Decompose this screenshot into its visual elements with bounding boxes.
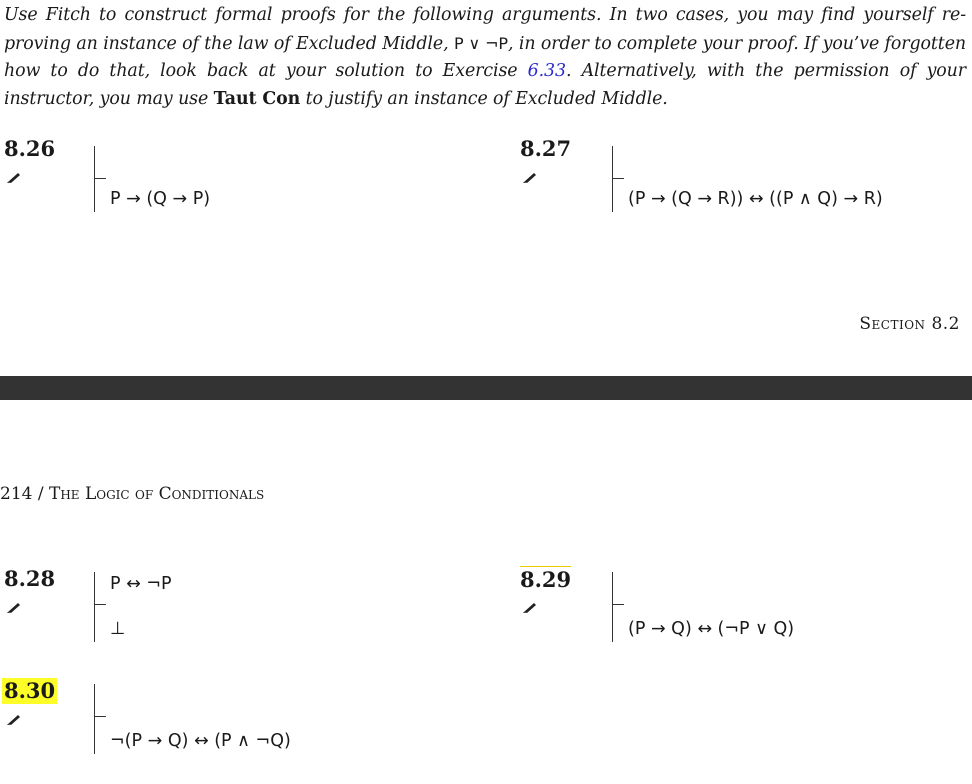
conclusion-formula: P → (Q → P): [110, 189, 211, 209]
pencil-icon: [522, 170, 538, 184]
fitch-bar: [612, 572, 613, 642]
exercise-number: 8.30: [4, 678, 56, 703]
pencil-icon: [522, 600, 538, 614]
exercise-number: 8.29: [520, 567, 572, 592]
excluded-middle-formula: P ∨ ¬P: [453, 33, 508, 53]
exercise-link[interactable]: 6.33: [527, 61, 566, 82]
section-word: Section: [859, 314, 926, 334]
intro-text-2: , in order to complete your proof. If you’ve forgotten how to do that, look back at your solution to Exercise: [4, 33, 966, 82]
page-number: 214: [0, 484, 33, 504]
exercise-number: 8.28: [4, 566, 56, 591]
fitch-premise-line: [612, 604, 624, 605]
intro-text-3: . Alternatively, with the permission of your instructor, you may use: [4, 61, 966, 109]
fitch-bar: [94, 684, 95, 754]
section-number: 8.2: [931, 314, 960, 334]
exercise-number: 8.26: [4, 136, 56, 161]
fitch-premise-line: [94, 604, 106, 605]
fitch-bar: [94, 146, 95, 212]
exercise-instructions: [4, 2, 966, 113]
fitch-bar: [94, 572, 95, 642]
conclusion-formula: ¬(P → Q) ↔ (P ∧ ¬Q): [110, 731, 291, 751]
premise-formula: P ↔ ¬P: [110, 574, 172, 594]
head-separator: /: [37, 484, 44, 504]
page-divider: [0, 376, 972, 400]
fitch-bar: [612, 146, 613, 212]
pencil-icon: [6, 600, 22, 614]
fitch-premise-line: [94, 716, 106, 717]
fitch-premise-line: [94, 178, 106, 179]
section-label: [859, 314, 960, 334]
fitch-premise-line: [612, 178, 624, 179]
taut-con-rule: Taut Con: [213, 88, 301, 109]
intro-text-4: to justify an instance of Excluded Middle.: [300, 88, 668, 109]
running-head: [0, 484, 264, 504]
intro-text-1: Use Fitch to construct formal proofs for the following arguments. In two cases, you may find yourself re-proving an instance of the law of Excluded Middle,: [4, 5, 966, 54]
conclusion-formula: (P → Q) ↔ (¬P ∨ Q): [628, 619, 795, 639]
chapter-title: The Logic of Conditionals: [49, 484, 265, 504]
pencil-icon: [6, 170, 22, 184]
conclusion-formula: ⊥: [110, 619, 126, 639]
pencil-icon: [6, 712, 22, 726]
exercise-number: 8.27: [520, 136, 572, 161]
conclusion-formula: (P → (Q → R)) ↔ ((P ∧ Q) → R): [628, 189, 883, 209]
